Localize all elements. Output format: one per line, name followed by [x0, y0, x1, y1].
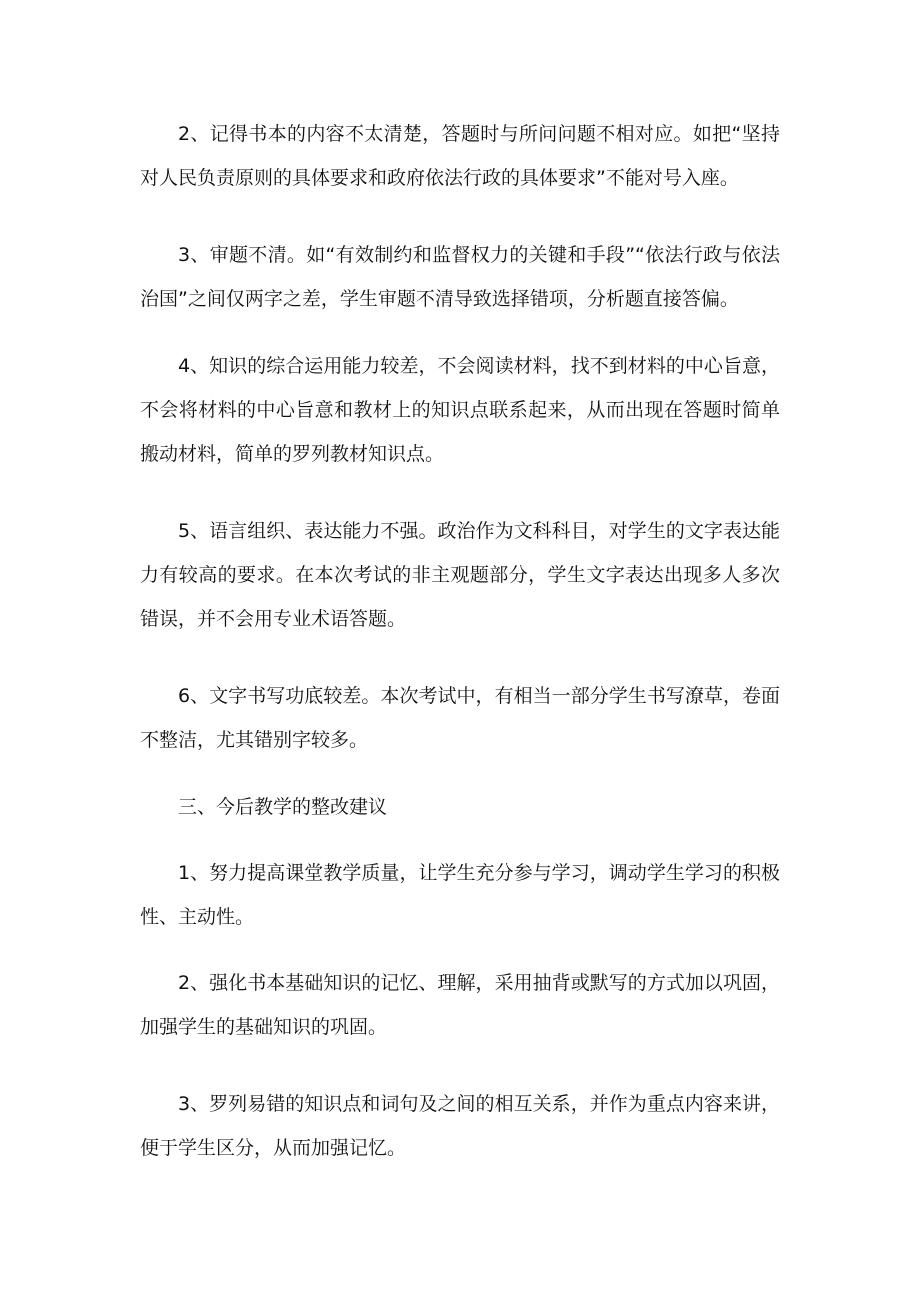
- paragraph-6: 6、文字书写功底较差。本次考试中，有相当一部分学生书写潦草，卷面不整洁，尤其错别字较多。: [140, 685, 780, 751]
- suggestion-3: 3、罗列易错的知识点和词句及之间的相互关系，并作为重点内容来讲，便于学生区分，从而加强记忆。: [140, 1093, 780, 1159]
- paragraph-2: 2、记得书本的内容不太清楚，答题时与所问问题不相对应。如把“坚持对人民负责原则的具体要求和政府依法行政的具体要求”不能对号入座。: [140, 123, 780, 189]
- paragraph-3: 3、审题不清。如“有效制约和监督权力的关键和手段”“依法行政与依法治国”之间仅两字之差，学生审题不清导致选择错项，分析题直接答偏。: [140, 244, 780, 310]
- suggestion-2: 2、强化书本基础知识的记忆、理解，采用抽背或默写的方式加以巩固，加强学生的基础知识的巩固。: [140, 972, 780, 1038]
- suggestion-1: 1、努力提高课堂教学质量，让学生充分参与学习，调动学生学习的积极性、主动性。: [140, 862, 780, 928]
- paragraph-4: 4、知识的综合运用能力较差，不会阅读材料，找不到材料的中心旨意，不会将材料的中心旨意和教材上的知识点联系起来，从而出现在答题时简单搬动材料，简单的罗列教材知识点。: [140, 355, 780, 465]
- section-heading: 三、今后教学的整改建议: [178, 796, 388, 818]
- paragraph-5: 5、语言组织、表达能力不强。政治作为文科科目，对学生的文字表达能力有较高的要求。在本次考试的非主观题部分，学生文字表达出现多人多次错误，并不会用专业术语答题。: [140, 520, 780, 630]
